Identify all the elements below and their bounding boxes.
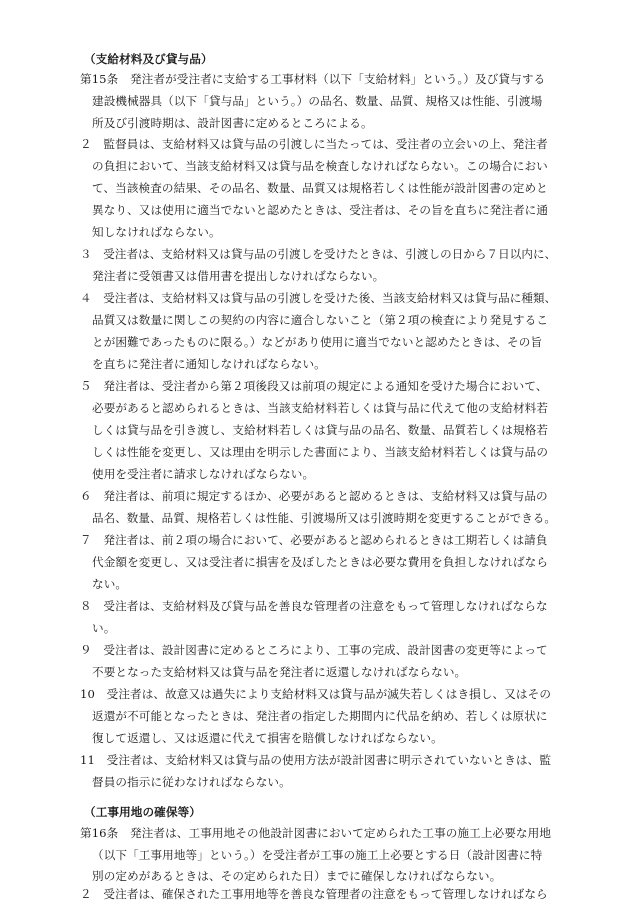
paragraph-5-line-3: しくは貸与品を引き渡し、支給材料若しくは貸与品の品名、数量、品質若しくは規格若 [92,423,549,437]
paragraph-2-line-4: 異なり、又は使用に適当でないと認めたときは、受注者は、その旨を直ちに発注者に通 [92,203,549,217]
paragraph-4-line-3: とが困難であったものに限る。）などがあり使用に適当でないと認めたときは、その旨 [92,335,543,349]
paragraph-7-line-1: ７ 発注者は、前２項の場合において、必要があると認められるときは工期若しくは請負 [80,533,548,547]
article-15-line-2: 建設機械器具（以下「貸与品」という。）の品名、数量、品質、規格又は性能、引渡場 [92,94,543,108]
paragraph-5-line-4: しくは性能を変更し、又は理由を明示した書面により、当該支給材料若しくは貸与品の [92,445,549,459]
paragraph-10-line-3: 復して返還し、又は返還に代えて損害を賠償しなければならない。 [92,731,443,745]
paragraph-2-line-3: て、当該検査の結果、その品名、数量、品質又は規格若しくは性能が設計図書の定めと [92,181,548,195]
paragraph-6-line-2: 品名、数量、品質、規格若しくは性能、引渡場所又は引渡時期を変更することができる。 [92,511,556,525]
paragraph-4-line-2: 品質又は数量に関しこの契約の内容に適合しないこと（第２項の検査により発見するこ [92,313,549,327]
paragraph-3-line-1: ３ 受注者は、支給材料又は貸与品の引渡しを受けたときは、引渡しの日から７日以内に、 [80,247,557,261]
article-15-line-1: 第15条 発注者が受注者に支給する工事材料（以下「支給材料」という。）及び貸与する [80,72,546,86]
paragraph-5-line-1: ５ 発注者は、受注者から第２項後段又は前項の規定による通知を受けた場合において、 [80,379,548,393]
paragraph-4-line-1: ４ 受注者は、支給材料又は貸与品の引渡しを受けた後、当該支給材料又は貸与品に種類、 [80,291,557,305]
paragraph-7-line-3: ない。 [92,577,128,591]
paragraph-2-line-1: ２ 監督員は、支給材料又は貸与品の引渡しに当たっては、受注者の立会いの上、発注者 [80,137,548,151]
paragraph-8-line-2: い。 [92,621,116,635]
paragraph-10-line-1: 10 受注者は、故意又は過失により支給材料又は貸与品が滅失若しくはき損し、又はその [80,687,552,701]
paragraph-11-line-2: 督員の指示に従わなければならない。 [92,775,291,789]
paragraph-3-line-2: 発注者に受領書又は借用書を提出しなければならない。 [92,269,385,283]
paragraph-7-line-2: 代金額を変更し、又は受注者に損害を及ぼしたときは必要な費用を負担しなければなら [92,555,549,569]
section-heading-supplied-materials: （支給材料及び貸与品） [84,52,213,66]
article-16-line-3: 別の定めがあるときは、その定められた日）までに確保しなければならない。 [92,869,502,883]
section-heading-construction-land: （工事用地の確保等） [84,805,201,819]
article-16-line-1: 第16条 発注者は、工事用地その他設計図書において定められた工事の施工上必要な用地 [80,826,552,840]
paragraph-10-line-2: 返還が不可能となったときは、発注者の指定した期間内に代品を納め、若しくは原状に [92,709,548,723]
paragraph-2-line-5: 知しなければならない。 [92,225,221,239]
paragraph-9-line-2: 不要となった支給材料又は貸与品を発注者に返還しなければならない。 [92,665,467,679]
article-16-paragraph-2-line-1: ２ 受注者は、確保された工事用地等を善良な管理者の注意をもって管理しなければなら [80,887,548,901]
paragraph-6-line-1: ６ 発注者は、前項に規定するほか、必要があると認めるときは、支給材料又は貸与品の [80,489,548,503]
paragraph-2-line-2: の負担において、当該支給材料又は貸与品を検査しなければならない。この場合におい [92,159,548,173]
paragraph-8-line-1: ８ 受注者は、支給材料及び貸与品を善良な管理者の注意をもって管理しなければならな [80,599,548,613]
article-16-line-2: （以下「工事用地等」という。）を受注者が工事の施工上必要とする日（設計図書に特 [92,848,543,862]
paragraph-4-line-4: を直ちに発注者に通知しなければならない。 [92,357,326,371]
paragraph-11-line-1: 11 受注者は、支給材料又は貸与品の使用方法が設計図書に明示されていないときは、監 [80,753,552,767]
article-15-line-3: 所及び引渡時期は、設計図書に定めるところによる。 [92,116,373,130]
paragraph-5-line-2: 必要があると認められるときは、当該支給材料若しくは貸与品に代えて他の支給材料若 [92,401,549,415]
paragraph-9-line-1: ９ 受注者は、設計図書に定めるところにより、工事の完成、設計図書の変更等によって [80,643,548,657]
paragraph-5-line-5: 使用を受注者に請求しなければならない。 [92,467,315,481]
